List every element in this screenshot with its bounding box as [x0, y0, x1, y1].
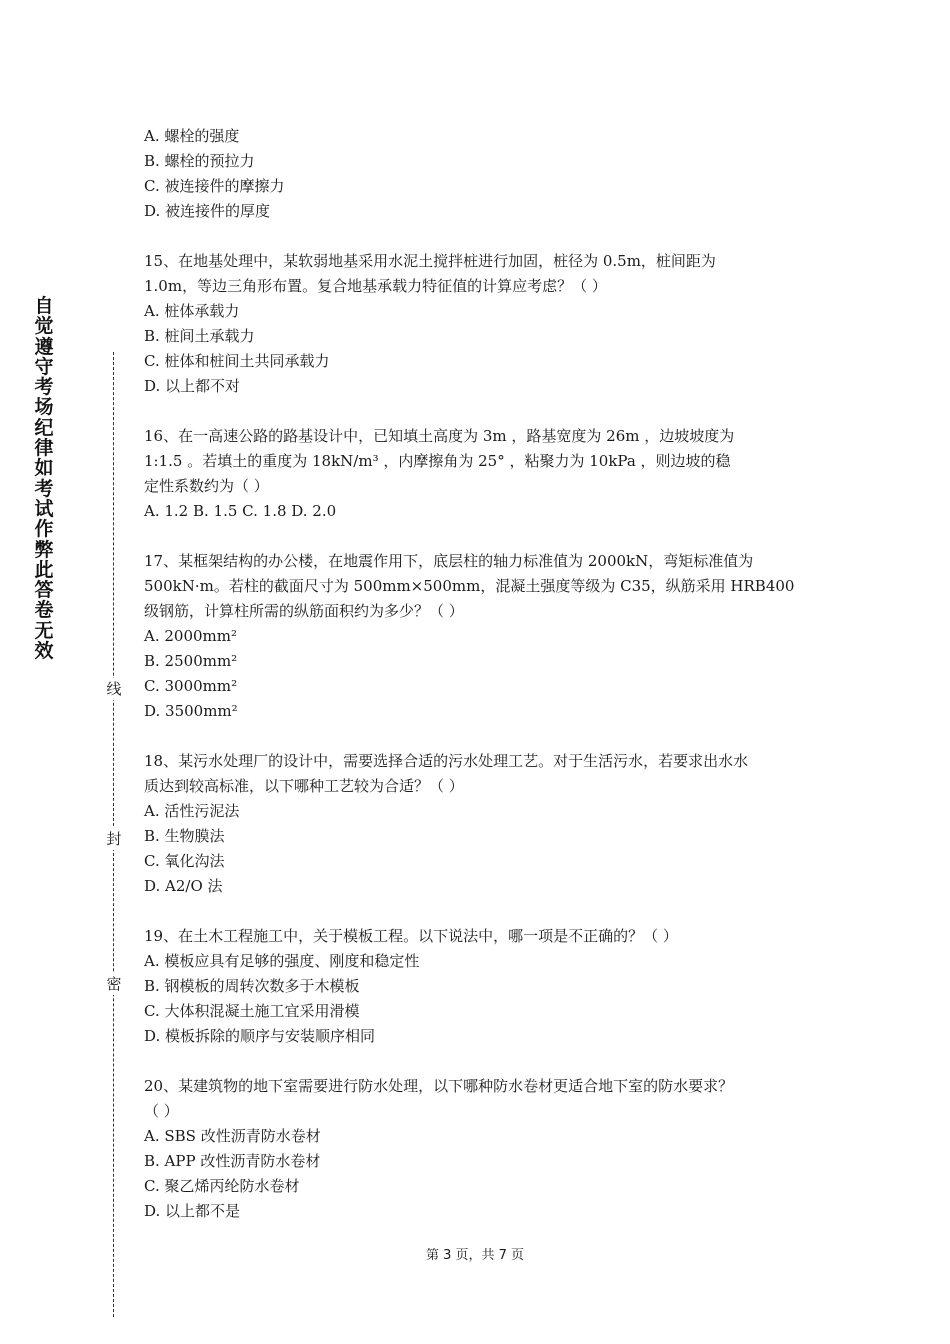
option: B. 2500mm² [144, 652, 238, 670]
option: D. 3500mm² [144, 702, 238, 720]
option: C. 氧化沟法 [144, 852, 225, 870]
option: A. 2000mm² [144, 627, 238, 645]
spacer [144, 1049, 814, 1074]
question-18 [144, 749, 814, 899]
question-stem: 17、某框架结构的办公楼，在地震作用下，底层柱的轴力标准值为 2000kN，弯矩标准值为 [144, 552, 754, 570]
option: D. A2/O 法 [144, 877, 223, 895]
spacer [144, 724, 814, 749]
spacer [144, 399, 814, 424]
option: B. 螺栓的预拉力 [144, 152, 255, 170]
option: D. 被连接件的厚度 [144, 202, 271, 220]
option: D. 以上都不是 [144, 1202, 241, 1220]
option: B. 生物膜法 [144, 827, 225, 845]
question-19 [144, 924, 814, 1049]
question-stem: 15、在地基处理中，某软弱地基采用水泥土搅拌桩进行加固，桩径为 0.5m，桩间距为 [144, 252, 716, 270]
option: C. 被连接件的摩擦力 [144, 177, 285, 195]
option: A. 螺栓的强度 [144, 127, 240, 145]
option: B. 桩间土承载力 [144, 327, 255, 345]
question-stem: （ ） [144, 1102, 179, 1120]
question-stem: 1.0m，等边三角形布置。复合地基承载力特征值的计算应考虑？（ ） [144, 277, 607, 295]
seal-secret-char: 密 [106, 975, 122, 993]
option: D. 以上都不对 [144, 377, 241, 395]
binding-margin-warning: 自觉遵守考场纪律如考试作弊此答卷无效 [34, 295, 54, 663]
option: C. 聚乙烯丙纶防水卷材 [144, 1177, 300, 1195]
prev-question-block [144, 124, 814, 224]
option: C. 3000mm² [144, 677, 238, 695]
page-footer: 第 3 页，共 7 页 [425, 1248, 525, 1263]
question-stem: 18、某污水处理厂的设计中，需要选择合适的污水处理工艺。对于生活污水，若要求出水水 [144, 752, 749, 770]
spacer [144, 224, 814, 249]
question-stem: 16、在一高速公路的路基设计中，已知填土高度为 3m ，路基宽度为 26m ，边坡坡度为 [144, 427, 735, 445]
question-stem: 级钢筋，计算柱所需的纵筋面积约为多少？（ ） [144, 602, 464, 620]
seal-line-char: 线 [106, 680, 122, 698]
question-content [144, 124, 814, 1224]
option: C. 大体积混凝土施工宜采用滑模 [144, 1002, 360, 1020]
seal-seal-char: 封 [106, 830, 122, 848]
question-16 [144, 424, 814, 524]
question-stem: 1:1.5 。若填土的重度为 18kN/m³ ，内摩擦角为 25° ，粘聚力为 10kPa ，则边坡的稳 [144, 452, 731, 470]
option: A. 活性污泥法 [144, 802, 240, 820]
question-stem: 19、在土木工程施工中，关于模板工程。以下说法中，哪一项是不正确的？（ ） [144, 927, 678, 945]
question-stem: 20、某建筑物的地下室需要进行防水处理，以下哪种防水卷材更适合地下室的防水要求？ [144, 1077, 734, 1095]
spacer [144, 899, 814, 924]
option: D. 模板拆除的顺序与安装顺序相同 [144, 1027, 376, 1045]
option: B. 钢模板的周转次数多于木模板 [144, 977, 360, 995]
option: B. APP 改性沥青防水卷材 [144, 1152, 321, 1170]
question-stem: 质达到较高标准，以下哪种工艺较为合适？（ ） [144, 777, 464, 795]
question-20 [144, 1074, 814, 1224]
question-15 [144, 249, 814, 399]
option: A. 桩体承载力 [144, 302, 240, 320]
option: A. 模板应具有足够的强度、刚度和稳定性 [144, 952, 420, 970]
option: A. SBS 改性沥青防水卷材 [144, 1127, 321, 1145]
spacer [144, 524, 814, 549]
question-stem: 定性系数约为（ ） [144, 477, 269, 495]
question-stem: 500kN·m。若柱的截面尺寸为 500mm×500mm，混凝土强度等级为 C35，纵筋采用 HRB400 [144, 577, 795, 595]
option: A. 1.2 B. 1.5 C. 1.8 D. 2.0 [144, 502, 337, 520]
question-17 [144, 549, 814, 724]
option: C. 桩体和桩间土共同承载力 [144, 352, 330, 370]
